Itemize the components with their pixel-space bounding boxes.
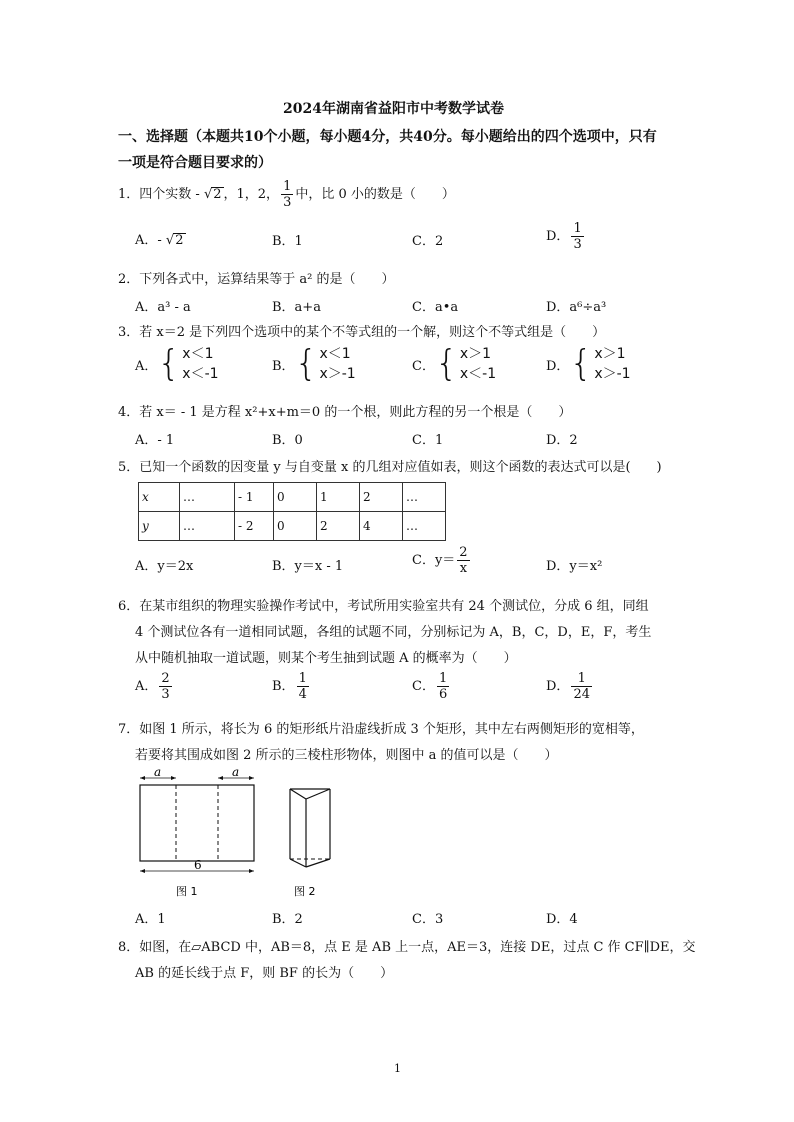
q5-option-c-label: C．y＝ bbox=[412, 553, 456, 568]
table-cell: 2 bbox=[360, 483, 403, 512]
q6-option-d-fraction bbox=[571, 672, 592, 701]
q3-option-a bbox=[135, 344, 219, 385]
frac-den: 3 bbox=[161, 687, 170, 702]
q5-option-c-fraction bbox=[457, 546, 469, 575]
figure-1-caption: 图 1 bbox=[176, 885, 198, 898]
q7-figures bbox=[130, 765, 370, 900]
q6-option-a-fraction bbox=[159, 672, 171, 701]
q3-option-d-system bbox=[594, 344, 630, 385]
brace-icon: { bbox=[157, 343, 181, 385]
question-5: 5．已知一个函数的因变量 y 与自变量 x 的几组对应值如表，则这个函数的表达式可以是( ) bbox=[118, 460, 662, 475]
q7-option-a: A．1 bbox=[135, 912, 166, 927]
frac-num: 1 bbox=[298, 671, 307, 686]
frac-den: 6 bbox=[438, 687, 448, 702]
inequality: x＞-1 bbox=[594, 366, 631, 383]
value-table bbox=[138, 482, 446, 541]
q1-option-d-label: D． bbox=[546, 229, 570, 244]
q3-option-d bbox=[546, 344, 631, 385]
q6-option-c-fraction bbox=[437, 672, 449, 701]
question-1 bbox=[118, 180, 455, 209]
q1-fraction bbox=[281, 180, 293, 209]
table-row bbox=[139, 512, 446, 541]
q1-frac-den: 3 bbox=[283, 195, 292, 210]
table-cell: … bbox=[403, 483, 446, 512]
q3-option-b bbox=[272, 344, 356, 385]
frac-num: 2 bbox=[161, 671, 170, 686]
q1-option-a-label: A．- bbox=[135, 233, 166, 248]
inequality: x＞1 bbox=[594, 346, 626, 362]
q6-option-d-label: D． bbox=[546, 679, 570, 694]
table-cell: 2 bbox=[317, 512, 360, 541]
table-cell: … bbox=[403, 512, 446, 541]
inequality: x＜1 bbox=[319, 346, 351, 362]
q1-option-d bbox=[546, 222, 586, 251]
page-number: 1 bbox=[394, 1062, 401, 1075]
table-cell: x bbox=[139, 483, 180, 512]
table-row bbox=[139, 483, 446, 512]
q5-option-c-den: x bbox=[459, 561, 468, 576]
inequality: x＜-1 bbox=[182, 366, 219, 383]
question-6-line1: 6．在某市组织的物理实验操作考试中，考试所用实验室共有 24 个测试位，分成 6 组，同组 bbox=[118, 599, 649, 614]
inequality: x＜1 bbox=[182, 346, 214, 362]
q3-option-a-system bbox=[182, 344, 218, 385]
q1-option-a bbox=[135, 229, 186, 248]
figure-1-a-right: a bbox=[232, 765, 240, 779]
table-cell: 0 bbox=[274, 512, 317, 541]
q4-option-a: A．- 1 bbox=[135, 433, 175, 448]
inequality: x＞-1 bbox=[319, 366, 356, 383]
q1-option-d-den: 3 bbox=[573, 237, 582, 252]
q1-option-d-num: 1 bbox=[573, 221, 582, 236]
q5-option-a: A．y＝2x bbox=[135, 559, 194, 574]
q4-option-d: D．2 bbox=[546, 433, 578, 448]
q2-option-c: C．a•a bbox=[412, 300, 459, 315]
q1-prefix: 1．四个实数 - bbox=[118, 187, 204, 202]
q6-option-b-fraction bbox=[297, 672, 309, 701]
figure-1-a-left: a bbox=[154, 765, 162, 779]
question-7-line1: 7．如图 1 所示，将长为 6 的矩形纸片沿虚线折成 3 个矩形，其中左右两侧矩形的宽相等， bbox=[118, 722, 644, 737]
table-cell: … bbox=[180, 483, 235, 512]
q6-option-b-label: B． bbox=[272, 679, 295, 694]
figure-2-prism bbox=[290, 789, 330, 867]
q6-option-c bbox=[412, 672, 451, 701]
q6-option-a-label: A． bbox=[135, 679, 158, 694]
page-title: 2024年湖南省益阳市中考数学试卷 bbox=[283, 101, 504, 117]
table-cell: - 1 bbox=[235, 483, 274, 512]
q3-option-d-label: D． bbox=[546, 358, 570, 374]
brace-icon: { bbox=[569, 343, 593, 385]
question-8-line2: AB 的延长线于点 F，则 BF 的长为（ ） bbox=[135, 966, 394, 981]
table-cell: y bbox=[139, 512, 180, 541]
q3-option-a-label: A． bbox=[135, 358, 158, 374]
q6-option-b bbox=[272, 672, 311, 701]
q6-option-d bbox=[546, 672, 594, 701]
q1-option-c: C．2 bbox=[412, 234, 444, 249]
q3-option-c-label: C． bbox=[412, 358, 435, 374]
q7-option-b: B．2 bbox=[272, 912, 303, 927]
q1-option-a-sqrt-arg: 2 bbox=[175, 233, 184, 248]
frac-num: 1 bbox=[571, 672, 592, 687]
q5-option-c-num: 2 bbox=[459, 545, 468, 560]
table-cell: 4 bbox=[360, 512, 403, 541]
q1-option-b: B．1 bbox=[272, 234, 303, 249]
q3-option-b-label: B． bbox=[272, 358, 295, 374]
brace-icon: { bbox=[294, 343, 318, 385]
question-3: 3．若 x＝2 是下列四个选项中的某个不等式组的一个解，则这个不等式组是（ ） bbox=[118, 325, 606, 340]
table-cell: 0 bbox=[274, 483, 317, 512]
sqrt-symbol: √ bbox=[165, 233, 175, 248]
brace-icon: { bbox=[434, 343, 458, 385]
q1-frac-num: 1 bbox=[283, 179, 292, 194]
question-6-line3: 从中随机抽取一道试题，则某个考生抽到试题 A 的概率为（ ） bbox=[135, 651, 517, 666]
table-cell: - 2 bbox=[235, 512, 274, 541]
sqrt-symbol: √ bbox=[203, 187, 213, 202]
question-8-line1: 8．如图，在▱ABCD 中，AB＝8，点 E 是 AB 上一点，AE＝3，连接 DE，过点 C 作 CF∥DE，交 bbox=[118, 940, 696, 955]
q3-option-c bbox=[412, 344, 496, 385]
question-2: 2．下列各式中，运算结果等于 a² 的是（ ） bbox=[118, 272, 395, 287]
section-heading-line1: 一、选择题（本题共10个小题，每小题4分，共40分。每小题给出的四个选项中，只有 bbox=[118, 129, 657, 145]
q3-option-b-system bbox=[319, 344, 355, 385]
table-cell: 1 bbox=[317, 483, 360, 512]
q1-suffix: 中，比 0 小的数是（ ） bbox=[295, 187, 455, 202]
inequality: x＞1 bbox=[459, 346, 492, 362]
q6-option-a bbox=[135, 672, 174, 701]
q4-option-c: C．1 bbox=[412, 433, 444, 448]
table-cell: … bbox=[180, 512, 235, 541]
q5-option-c bbox=[412, 546, 472, 575]
q1-option-d-fraction bbox=[571, 222, 583, 251]
q7-option-c: C．3 bbox=[412, 912, 444, 927]
frac-num: 1 bbox=[438, 671, 448, 686]
q7-option-d: D．4 bbox=[546, 912, 578, 927]
q2-option-b: B．a+a bbox=[272, 300, 321, 315]
q1-sqrt-arg: 2 bbox=[213, 187, 222, 202]
q5-option-b: B．y＝x - 1 bbox=[272, 559, 344, 574]
frac-den: 4 bbox=[298, 687, 307, 702]
question-4: 4．若 x＝ - 1 是方程 x²+x+m＝0 的一个根，则此方程的另一个根是（ ） bbox=[118, 405, 572, 420]
section-heading-line2: 一项是符合题目要求的） bbox=[118, 155, 272, 171]
q5-option-d: D．y＝x² bbox=[546, 559, 603, 574]
question-7-line2: 若要将其围成如图 2 所示的三棱柱形物体，则图中 a 的值可以是（ ） bbox=[135, 748, 558, 763]
q1-mid: ，1，2， bbox=[223, 187, 280, 202]
q6-option-c-label: C． bbox=[412, 679, 435, 694]
figure-1-length: 6 bbox=[194, 858, 202, 872]
question-6-line2: 4 个测试位各有一道相同试题，各组的试题不同，分别标记为 A，B，C，D，E，F，考生 bbox=[135, 625, 652, 640]
q2-option-d: D．a⁶÷a³ bbox=[546, 300, 607, 315]
frac-den: 24 bbox=[573, 687, 590, 702]
q4-option-b: B．0 bbox=[272, 433, 303, 448]
inequality: x＜-1 bbox=[459, 366, 497, 383]
q2-option-a: A．a³ - a bbox=[135, 300, 191, 315]
q3-option-c-system bbox=[460, 344, 496, 385]
figure-2-caption: 图 2 bbox=[294, 885, 316, 898]
